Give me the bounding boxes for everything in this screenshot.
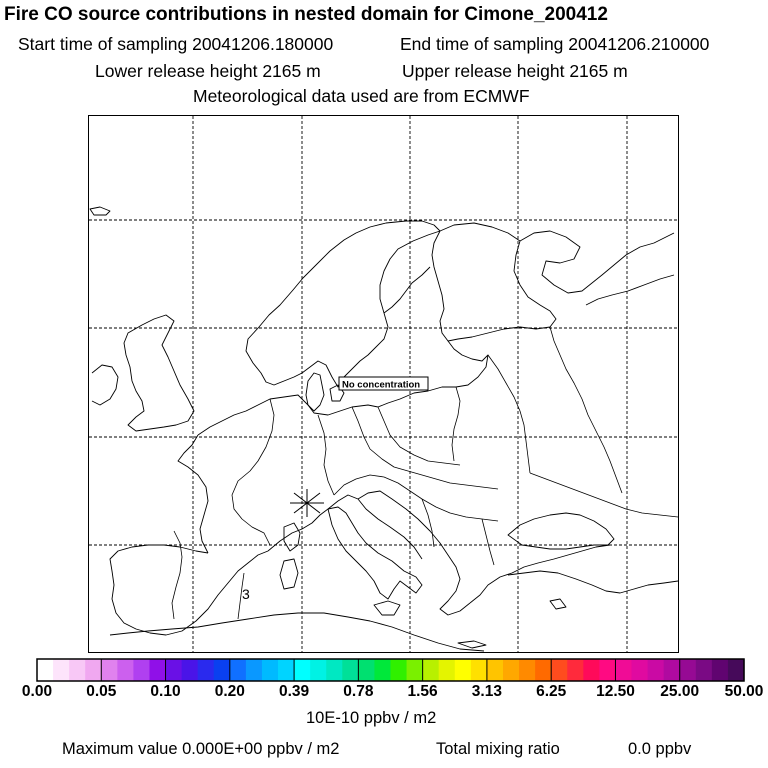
color-scale-tick-label: 50.00 bbox=[724, 683, 764, 700]
color-scale-cell bbox=[551, 659, 568, 681]
color-scale-units: 10E-10 ppbv / m2 bbox=[306, 709, 437, 727]
map-title: Fire CO source contributions in nested domain for Cimone_200412 bbox=[4, 4, 608, 25]
color-scale-cell bbox=[294, 659, 311, 681]
color-scale-cell bbox=[535, 659, 552, 681]
color-scale-tick-label: 0.39 bbox=[279, 683, 310, 700]
color-scale-tick-label: 0.00 bbox=[21, 683, 53, 700]
color-scale-cell bbox=[615, 659, 632, 681]
color-scale-cell bbox=[101, 659, 118, 681]
color-scale-cell bbox=[246, 659, 263, 681]
end-time: End time of sampling 20041206.210000 bbox=[400, 34, 710, 54]
color-scale-cell bbox=[262, 659, 279, 681]
color-scale-cell bbox=[342, 659, 359, 681]
color-scale-bar bbox=[36, 658, 746, 683]
color-scale-cell bbox=[648, 659, 665, 681]
color-scale-tick-label: 12.50 bbox=[596, 683, 635, 700]
color-scale-tick-label: 0.78 bbox=[343, 683, 374, 700]
total-mixing-ratio-value: 0.0 ppbv bbox=[628, 740, 692, 758]
color-scale-cell bbox=[374, 659, 391, 681]
color-scale-cell bbox=[664, 659, 681, 681]
total-mixing-ratio-label: Total mixing ratio bbox=[436, 740, 560, 758]
color-scale-cell bbox=[37, 659, 54, 681]
color-scale-tick-label: 0.20 bbox=[214, 683, 245, 700]
color-scale-cell bbox=[117, 659, 134, 681]
color-scale-cell bbox=[583, 659, 600, 681]
color-scale-cell bbox=[198, 659, 215, 681]
lower-release-height: Lower release height 2165 m bbox=[95, 61, 321, 81]
color-scale-tick-label: 0.10 bbox=[150, 683, 181, 700]
color-scale-cell bbox=[503, 659, 520, 681]
europe-map bbox=[88, 115, 680, 654]
color-scale-cell bbox=[632, 659, 649, 681]
color-scale-cell bbox=[358, 659, 375, 681]
color-scale-cell bbox=[696, 659, 713, 681]
color-scale-cell bbox=[439, 659, 456, 681]
color-scale-cell bbox=[69, 659, 86, 681]
color-scale-cell bbox=[519, 659, 536, 681]
color-scale-tick-label: 3.13 bbox=[471, 683, 502, 700]
start-time: Start time of sampling 20041206.180000 bbox=[18, 34, 334, 54]
color-scale-tick-label: 6.25 bbox=[536, 683, 567, 700]
meteorological-data: Meteorological data used are from ECMWF bbox=[193, 86, 530, 106]
no-concentration-label: No concentration bbox=[342, 379, 421, 391]
color-scale-cell bbox=[712, 659, 729, 681]
color-scale-cell bbox=[455, 659, 472, 681]
region-label: 3 bbox=[242, 586, 250, 602]
color-scale-cell bbox=[567, 659, 584, 681]
color-scale-cell bbox=[214, 659, 231, 681]
color-scale-cell bbox=[680, 659, 697, 681]
color-scale-cell bbox=[149, 659, 166, 681]
color-scale-tick-label: 25.00 bbox=[660, 683, 700, 700]
color-scale-cell bbox=[728, 659, 745, 681]
color-scale-cell bbox=[310, 659, 327, 681]
color-scale-cell bbox=[278, 659, 295, 681]
color-scale-cell bbox=[230, 659, 247, 681]
color-scale-cell bbox=[487, 659, 504, 681]
color-scale-cell bbox=[407, 659, 424, 681]
color-scale-cells bbox=[37, 659, 745, 681]
color-scale-tick-label: 1.56 bbox=[407, 683, 438, 700]
color-scale-cell bbox=[471, 659, 488, 681]
color-scale-cell bbox=[53, 659, 70, 681]
color-scale-cell bbox=[166, 659, 183, 681]
color-scale-cell bbox=[85, 659, 102, 681]
upper-release-height: Upper release height 2165 m bbox=[402, 61, 628, 81]
color-scale-cell bbox=[423, 659, 440, 681]
color-scale-cell bbox=[182, 659, 199, 681]
color-scale-cell bbox=[599, 659, 616, 681]
color-scale-cell bbox=[326, 659, 343, 681]
maximum-value: Maximum value 0.000E+00 ppbv / m2 bbox=[62, 740, 340, 758]
color-scale-tick-label: 0.05 bbox=[86, 683, 117, 700]
color-scale-cell bbox=[391, 659, 408, 681]
color-scale-cell bbox=[133, 659, 150, 681]
